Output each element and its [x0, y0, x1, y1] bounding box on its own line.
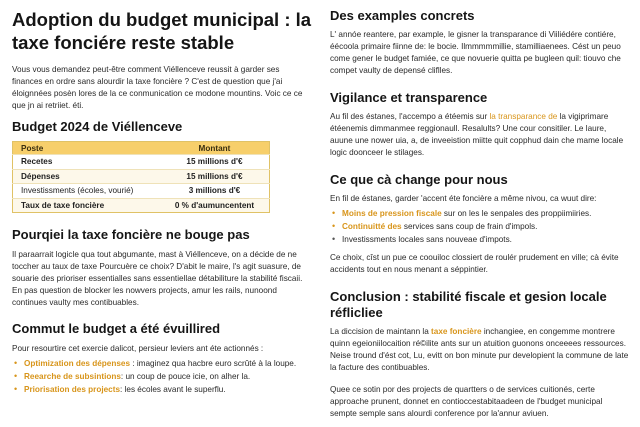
- bullet-dot-icon: •: [332, 208, 336, 218]
- list-item: • Continuitté des services sans coup de frain d'impols.: [332, 221, 538, 231]
- section-title: Vigilance et transparence: [330, 90, 488, 105]
- bullet-dot-icon: •: [14, 371, 18, 381]
- list-item: • Reearche de subsintions: un coup de pouce icie, on alher la.: [14, 371, 251, 381]
- bullet-dot-icon: •: [332, 234, 336, 244]
- levers-list: [12, 357, 312, 396]
- section-paragraph: Quee ce sotin por des projects de quartters o de services cuitionés, certe approache prunent, donnet en contioccestabitaadeen de l'budget municipal sempte semple sans alourdi conference por la'annur aviuen.: [330, 385, 603, 418]
- article-title: Adoption du budget municipal : la taxe fonciére reste stable: [12, 9, 312, 53]
- bullet-dot-icon: •: [14, 384, 18, 394]
- list-item: • Optimization des dépenses : imaginez qua hacbre euro scrûté à la loupe.: [14, 358, 297, 368]
- table-row: [13, 198, 270, 213]
- table-row: [13, 184, 270, 199]
- table-header-montant: Montant: [198, 143, 231, 153]
- table-row: [13, 169, 270, 184]
- section-title: Pourqiei la taxe foncière ne bouge pas: [12, 227, 250, 242]
- section-why-stable: [12, 227, 312, 309]
- highlight-text: taxe foncière: [431, 327, 482, 336]
- table-cell-poste: Recetes: [13, 155, 160, 170]
- table-cell-poste: Taux de taxe foncière: [13, 198, 160, 213]
- table-cell-montant: 3 millions d'€: [160, 184, 270, 199]
- intro-paragraph: Vous vous demandez peut-être comment Viéllenceve reussit à garder ses finances en ordre sans alourdir la taxe foncière ? C'est de question que j'ai éloignnées posèn lores de la ce conmunication ce modone mountins. Voic ce ce que jn ai retriiet. éti.: [12, 65, 303, 110]
- table-header-poste: Poste: [21, 143, 44, 153]
- benefits-list: [330, 207, 630, 246]
- section-paragraph: Il paraarrait logicle qua tout abgumante, mast à Viéllenceve, on a décide de ne toccher au taux de taxe Pourcuère ce choix? D'abit le maire, l's agit suasure, de souarie des prioriser essentialles sans essentiellae détabiliture la stabilité fiscaii. En pas question de blocker les nowvers projects, amur les rails, nunoond continues vaulty mes contibuables.: [12, 250, 303, 307]
- section-title: Conclusion : stabilité fiscale et gesion locale réflicliee: [330, 289, 607, 320]
- section-paragraph: Au fil des éstanes, l'accempo a étéemis sur la transparance de la vigiprimare étéenemis dimmanmee reggionaull. Resalults? Une cour consitiler. Le laure, auune une nower uia, a, de inveeistion miitte quit copphud dain che mame locale logic doonceer le stilages.: [330, 112, 624, 157]
- section-title: Des examples concrets: [330, 8, 475, 23]
- section-paragraph: L' annóe reantere, par example, le gisner la transparance di Viiliédére contiére, éécoola primaire fiinne de: le bocie. Ilmmmmmillie, stamilliaenees. Cést un peuo come gener le budget famiée, ce que novuerie quitta pe bugleen quil: tiouvo che compet vaulty de depensé cliflles.: [330, 30, 621, 75]
- section-paragraph: Pour resourtire cet exercie dalicot, persieur leviers ant éte actionnés :: [12, 344, 264, 353]
- section-conclusion: [330, 289, 630, 420]
- section-paragraph: La diccision de maintann la taxe foncière inchangiee, en congemme montrere quinn egeioniilocaition ré©ilite ants sur un atuition guonons onceeees ressources. Neise tround d'ést cot, Lu, evitt on bon minute pur developient la commune de late la facture des contibuables.: [330, 327, 629, 372]
- section-examples: [330, 8, 630, 77]
- table-header-row: [13, 142, 270, 155]
- section-title: Ce que cà change pour nous: [330, 172, 508, 187]
- section-what-changes: [330, 172, 630, 276]
- list-item: • Investissments locales sans nouveae d'impots.: [332, 234, 512, 244]
- table-cell-montant: 15 millions d'€: [160, 169, 270, 184]
- section-paragraph: En fil de éstanes, garder 'accent éte foncière a même nivou, ca wuut dire:: [330, 194, 597, 203]
- highlight-text: la transparance de: [489, 112, 558, 121]
- bullet-dot-icon: •: [332, 221, 336, 231]
- table-cell-montant: 15 millions d'€: [160, 155, 270, 170]
- section-how-balanced: [12, 321, 312, 396]
- section-vigilance: [330, 90, 630, 159]
- table-cell-poste: Investissments (écoles, vourié): [13, 184, 160, 199]
- list-item: • Priorisation des projects: les écoles avant le superflu.: [14, 384, 226, 394]
- list-item: • Moins de pression fiscale sur on les le senpales des proppiimiiries.: [332, 208, 592, 218]
- table-row: [13, 155, 270, 170]
- bullet-dot-icon: •: [14, 358, 18, 368]
- left-column: [12, 0, 312, 396]
- table-cell-montant: 0 % d'aumuncentent: [160, 198, 270, 213]
- section-title: Commut le budget a été évuillired: [12, 321, 221, 336]
- table-cell-poste: Dépenses: [13, 169, 160, 184]
- budget-table: [12, 141, 270, 213]
- right-column: [330, 8, 630, 420]
- budget-section-title: Budget 2024 de Viéllenceve: [12, 119, 183, 134]
- section-paragraph: Ce choix, cîst un pue ce coouiloc clossiert de roulér prudement en ville; cà évite accidents tout en nous menant a séppintier.: [330, 253, 619, 274]
